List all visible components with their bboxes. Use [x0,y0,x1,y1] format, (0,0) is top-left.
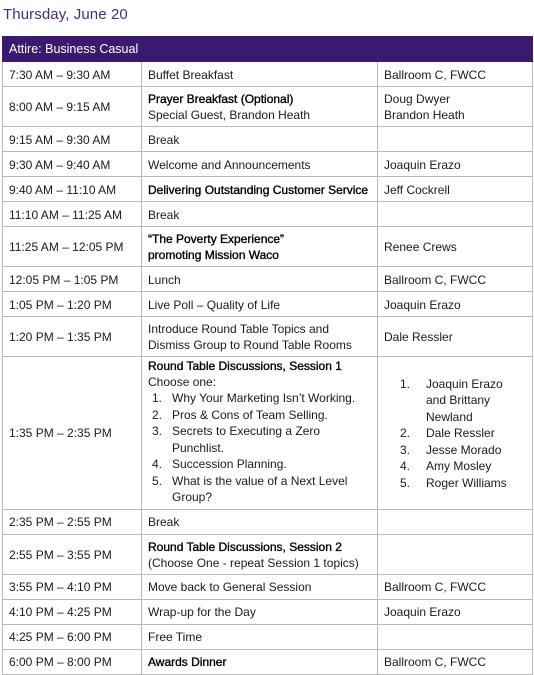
table-row [3,534,533,574]
time-cell: 1:35 PM – 2:35 PM [3,357,142,510]
event-cell: Break [142,127,378,152]
table-row [3,292,533,317]
event-title-line2: promoting Mission Waco [148,248,279,262]
event-subtitle: Choose one: [148,375,217,389]
event-cell: Lunch [142,267,378,292]
location-cell: Ballroom C, FWCC [378,574,533,599]
time-cell: 3:55 PM – 4:10 PM [3,574,142,599]
list-number: 4. [152,457,163,471]
table-row [3,152,533,177]
list-number: 3. [152,424,163,438]
location-cell [378,534,533,574]
time-cell: 1:20 PM – 1:35 PM [3,317,142,357]
table-row [3,227,533,267]
event-cell: Break [142,202,378,227]
event-title: Round Table Discussions, Session 1 [148,359,342,373]
topic-text: What is the value of a Next Level Group? [172,473,348,504]
event-line: Introduce Round Table Topics and [148,322,330,336]
day-title: Thursday, June 20 [3,6,128,23]
event-cell: Live Poll – Quality of Life [142,292,378,317]
location-cell: Ballroom C, FWCC [378,62,533,87]
list-item [400,475,526,492]
presenter-name: Roger Williams [426,475,507,490]
list-item [148,473,371,506]
time-cell: 1:05 PM – 1:20 PM [3,292,142,317]
event-cell: Buffet Breakfast [142,62,378,87]
time-cell: 11:10 AM – 11:25 AM [3,202,142,227]
presenter-list [386,376,526,492]
event-cell: Break [142,509,378,534]
list-item [400,442,526,459]
time-cell: 4:10 PM – 4:25 PM [3,599,142,624]
time-cell: 9:15 AM – 9:30 AM [3,127,142,152]
list-number: 1. [400,376,411,391]
location-cell: Jeff Cockrell [378,177,533,202]
list-number: 2. [400,426,411,440]
time-cell: 9:40 AM – 11:10 AM [3,177,142,202]
event-title: Delivering Outstanding Customer Service [148,182,369,197]
table-row [3,177,533,202]
topic-text: Secrets to Executing a Zero Punchlist. [172,424,321,455]
time-cell: 8:00 AM – 9:15 AM [3,87,142,127]
location-cell: Renee Crews [378,227,533,267]
event-subtitle: (Choose One - repeat Session 1 topics) [148,555,359,570]
time-cell: 7:30 AM – 9:30 AM [3,62,142,87]
table-row [3,574,533,599]
table-row [3,62,533,87]
event-line: Dismiss Group to Round Table Rooms [148,338,352,352]
topic-text: Why Your Marketing Isn’t Working. [172,391,356,405]
table-row [3,649,533,674]
time-cell: 2:35 PM – 2:55 PM [3,509,142,534]
list-item [148,456,371,473]
event-cell [142,317,378,357]
time-cell: 4:25 PM – 6:00 PM [3,624,142,649]
location-cell: Joaquin Erazo [378,152,533,177]
location-cell: Dale Ressler [378,317,533,357]
location-cell [378,202,533,227]
topic-list [148,390,371,506]
table-row [3,357,533,510]
location-cell [378,127,533,152]
location-cell [378,87,533,127]
presenter-name: Doug Dwyer [384,92,451,106]
table-row [3,87,533,127]
topic-text: Succession Planning. [172,457,287,471]
event-title: “The Poverty Experience” [148,232,285,246]
attire-header-row [3,37,533,62]
table-row [3,509,533,534]
time-cell: 2:55 PM – 3:55 PM [3,534,142,574]
event-title: Awards Dinner [148,655,227,669]
time-cell: 12:05 PM – 1:05 PM [3,267,142,292]
presenter-name: Dale Ressler [426,426,495,440]
event-cell [142,649,378,674]
list-number: 1. [152,391,163,405]
event-subtitle: Special Guest, Brandon Heath [148,108,311,122]
presenter-name: Amy Mosley [426,459,492,473]
location-cell: Joaquin Erazo [378,599,533,624]
event-cell: Free Time [142,624,378,649]
list-number: 2. [152,407,163,422]
list-item [148,390,371,407]
event-cell [142,87,378,127]
list-number: 5. [152,473,163,488]
location-cell: Joaquin Erazo [378,292,533,317]
list-item [400,376,526,426]
location-cell: Ballroom C, FWCC [378,649,533,674]
event-cell [142,357,378,510]
time-cell: 9:30 AM – 9:40 AM [3,152,142,177]
table-row [3,599,533,624]
location-cell [378,357,533,510]
time-cell: 6:00 PM – 8:00 PM [3,649,142,674]
presenter-name: Brandon Heath [384,108,465,122]
list-number: 3. [400,442,411,457]
event-title: Prayer Breakfast (Optional) [148,92,294,106]
location-cell [378,509,533,534]
topic-text: Pros & Cons of Team Selling. [172,407,328,422]
list-number: 5. [400,475,411,490]
event-cell: Wrap-up for the Day [142,599,378,624]
list-number: 4. [400,459,411,473]
event-cell: Move back to General Session [142,574,378,599]
table-row [3,127,533,152]
event-cell: Welcome and Announcements [142,152,378,177]
table-row [3,317,533,357]
presenter-name: Jesse Morado [426,442,502,457]
list-item [400,458,526,475]
list-item [148,423,371,456]
event-cell [142,177,378,202]
time-cell: 11:25 AM – 12:05 PM [3,227,142,267]
list-item [148,407,371,424]
event-cell [142,534,378,574]
list-item [400,425,526,442]
schedule-table [2,36,533,675]
event-title: Round Table Discussions, Session 2 [148,539,342,554]
table-row [3,267,533,292]
table-row [3,202,533,227]
attire-label: Attire: Business Casual [3,37,533,62]
location-cell: Ballroom C, FWCC [378,267,533,292]
presenter-name: Joaquin Erazo and Brittany Newland [426,376,503,424]
event-cell [142,227,378,267]
